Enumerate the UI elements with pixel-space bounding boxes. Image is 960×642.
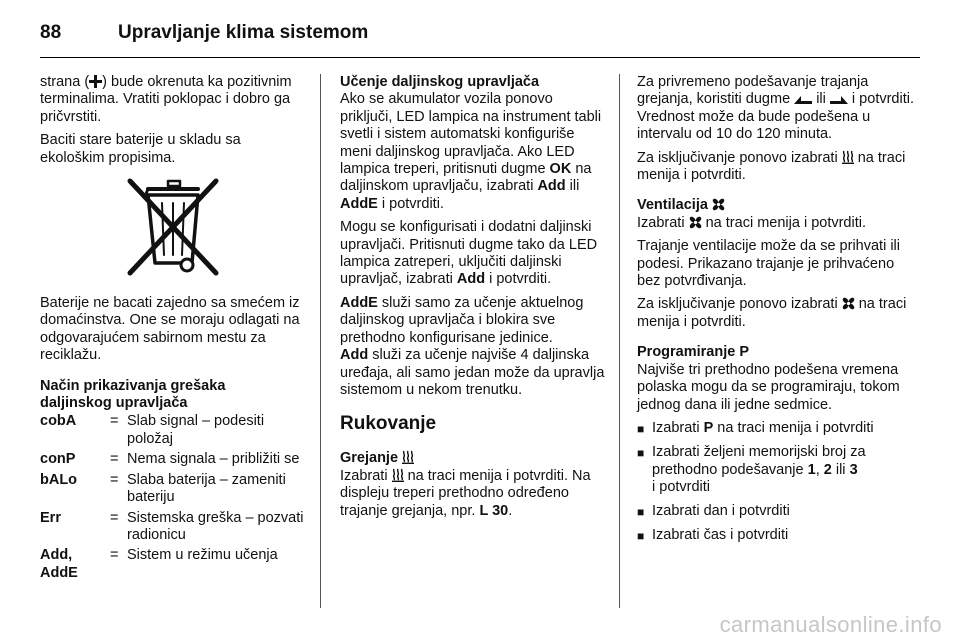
error-code-row <box>40 451 306 468</box>
plus-icon <box>89 75 102 88</box>
error-code: bALo <box>40 471 78 488</box>
arrow-right-icon <box>830 95 848 105</box>
header-rule <box>40 57 920 58</box>
equals-sign: = <box>110 547 119 564</box>
add-label: Add <box>340 347 369 364</box>
list-item: ■ Izabrati P na traci menija i potvrditi <box>637 420 920 438</box>
heating-icon <box>842 150 854 164</box>
adde-add-paragraph: AddE služi samo za učenje aktuelnog daljinskog upravljača i blokira sve prethodno konfigurisane jedinice. Add služi za učenje najviše 4 daljinska uređaja, ali samo jedan može da upravlja sistemom u nekom trenutku. <box>340 294 605 398</box>
error-description: Slaba baterija – zameniti bateriju <box>127 471 286 506</box>
list-item: ■ Izabrati željeni memorijski broj za prethodno podešavanje 1, 2 ili 3 i potvrditi <box>637 444 866 496</box>
page-header <box>40 16 368 50</box>
error-code: cobA <box>40 413 77 430</box>
equals-sign: = <box>110 413 119 430</box>
ventilation-duration-paragraph: Trajanje ventilacije može da se prihvati ili podesi. Prikazano trajanje je prihvaćeno bez potvrđivanja. <box>637 238 900 290</box>
battery-polarity-paragraph: strana ( ) bude okrenuta ka pozitivnim terminalima. Vratiti poklopac i dobro ga pričvrstiti. <box>40 74 292 125</box>
list-item: ■ Izabrati dan i potvrditi <box>637 503 920 521</box>
ventilation-select-paragraph: Izabrati na traci menija i potvrditi. <box>637 214 866 231</box>
error-code-row <box>40 472 306 507</box>
bullet-square-icon: ■ <box>637 528 645 543</box>
recycling-paragraph: Baterije ne bacati zajedno sa smećem iz domaćinstva. One se moraju odlagati na odgovarajućem sabirnom mestu za reciklažu. <box>40 295 300 364</box>
watermark: carmanualsonline.info <box>719 612 942 637</box>
fan-icon <box>689 216 702 229</box>
arrow-left-icon <box>794 95 812 105</box>
heating-off-paragraph: Za isključivanje ponovo izabrati na traci menija i potvrditi. <box>637 149 906 184</box>
error-description: Sistem u režimu učenja <box>127 547 278 564</box>
crossed-bin-symbol <box>40 177 306 281</box>
column-right <box>637 74 920 551</box>
remote-learning-paragraph: Ako se akumulator vozila ponovo priključi, LED lampica na instrument tabli svetli i sistem automatski konfiguriše meni daljinskog upravljača. Ako LED lampica treperi, pritisnuti dugme OK na daljinskom upravljaču, izabrati Add ili AddE i potvrditi. <box>340 91 602 212</box>
column-divider-right <box>619 74 620 608</box>
error-code: Err <box>40 509 61 526</box>
disposal-paragraph: Baciti stare baterije u skladu sa ekološkim propisima. <box>40 132 241 166</box>
heating-heading: Grejanje <box>340 450 606 467</box>
ventilation-heading: Ventilacija <box>637 197 920 214</box>
heating-icon <box>392 468 404 482</box>
error-code-row <box>40 547 306 582</box>
ventilation-off-paragraph: Za isključivanje ponovo izabrati na traci menija i potvrditi. <box>637 296 907 330</box>
adde-label: AddE <box>340 195 378 212</box>
page-title: Upravljanje klima sistemom <box>118 22 369 43</box>
programming-steps-list <box>637 420 920 545</box>
equals-sign: = <box>110 509 119 526</box>
error-description: Nema signala – približiti se <box>127 451 300 468</box>
fan-icon <box>712 198 725 211</box>
page-number: 88 <box>40 22 62 43</box>
bullet-square-icon: ■ <box>637 504 645 519</box>
ok-button-label: OK <box>549 161 572 178</box>
error-code-list <box>40 413 306 582</box>
bullet-square-icon: ■ <box>637 446 645 461</box>
column-middle <box>340 74 606 526</box>
temporary-adjust-paragraph: Za privremeno podešavanje trajanja grejanja, koristiti dugme ili i potvrditi. Vrednost može da bude podešena u intervalu od 10 do 120 minuta. <box>637 74 914 143</box>
heating-paragraph: Izabrati na traci menija i potvrditi. Na displeju treperi prethodno određeno trajanje grejanja, npr. L 30. <box>340 467 591 519</box>
error-code-row <box>40 413 306 448</box>
fan-icon <box>842 297 855 310</box>
programming-paragraph: Najviše tri prethodno podešena vremena polaska mogu da se programiraju, tokom jednog dana ili jedne sedmice. <box>637 361 900 413</box>
error-display-heading: Način prikazivanja grešaka daljinskog upravljača <box>40 377 226 412</box>
error-code-row <box>40 510 306 545</box>
additional-remotes-paragraph: Mogu se konfigurisati i dodatni daljinski upravljači. Pritisnuti dugme tako da LED lampica zatreperi, uključiti daljinski upravljač, izabrati Add i potvrditi. <box>340 219 598 288</box>
add-label: Add <box>456 271 486 288</box>
equals-sign: = <box>110 451 119 468</box>
error-description: Slab signal – podesiti položaj <box>127 413 265 447</box>
crossed-out-wheelie-bin-icon <box>118 177 228 281</box>
error-code: Add, AddE <box>40 547 78 581</box>
column-divider-left <box>320 74 321 608</box>
equals-sign: = <box>110 471 119 488</box>
column-left <box>40 74 306 585</box>
add-label: Add <box>537 178 566 195</box>
programming-heading: Programiranje P <box>637 344 750 361</box>
operation-section-heading: Rukovanje <box>340 413 437 435</box>
duration-example-value: L 30 <box>479 502 509 519</box>
bullet-square-icon: ■ <box>637 421 645 436</box>
error-description: Sistemska greška – pozvati radionicu <box>127 509 304 543</box>
list-item: ■ Izabrati čas i potvrditi <box>637 527 920 545</box>
adde-label: AddE <box>340 294 378 311</box>
error-code: conP <box>40 451 76 468</box>
heating-icon <box>402 450 414 464</box>
remote-learning-heading: Učenje daljinskog upravljača <box>340 74 540 90</box>
